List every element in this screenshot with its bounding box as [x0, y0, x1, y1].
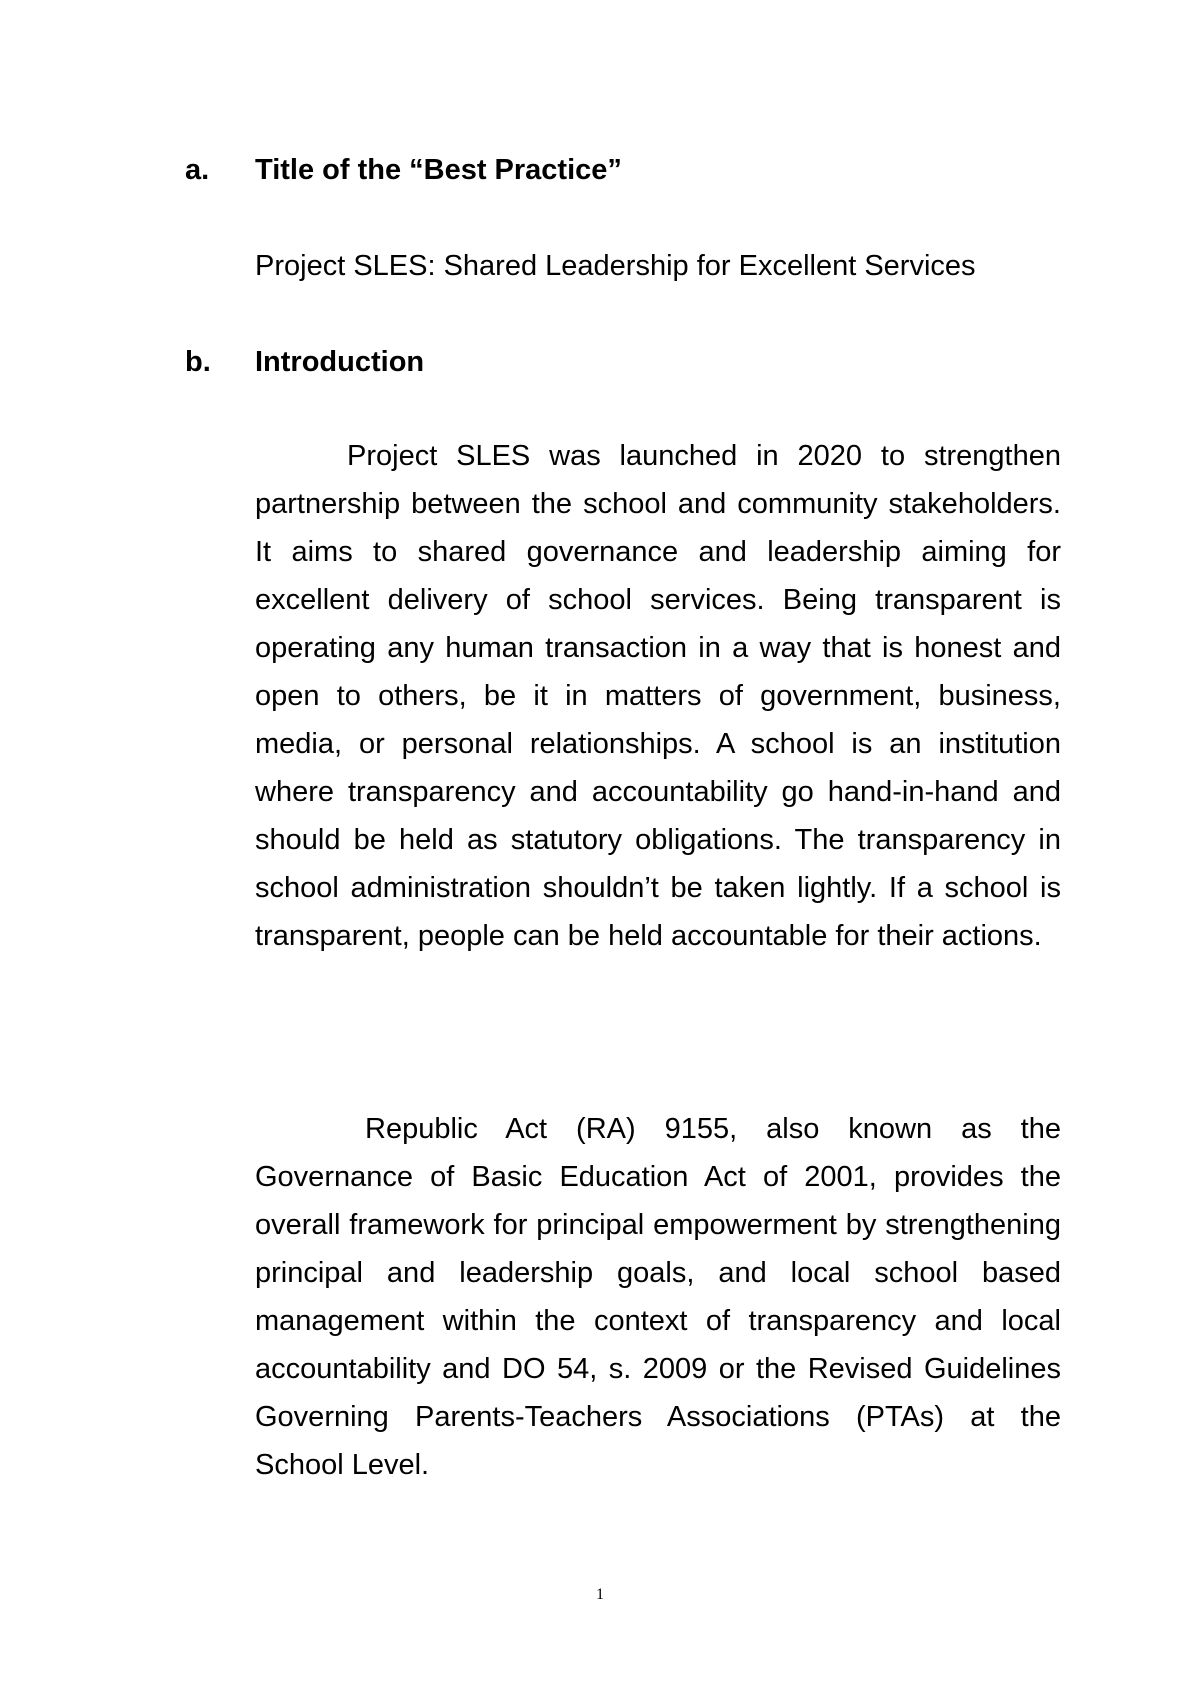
section-b-heading	[0, 340, 1200, 384]
introduction-paragraph-1: Project SLES was launched in 2020 to strengthen partnership between the school and community stakeholders. It aims to shared governance and leadership aiming for excellent delivery of school services. Being transparent is operating any human transaction in a way that is honest and open to others, be it in matters of government, business, media, or personal relationships. A school is an institution where transparency and accountability go hand-in-hand and should be held as statutory obligations. The transparency in school administration shouldn’t be taken lightly. If a school is transparent, people can be held accountable for their actions.	[255, 440, 1061, 952]
section-b-title: Introduction	[255, 346, 425, 378]
best-practice-title: Project SLES: Shared Leadership for Excellent Services	[255, 250, 976, 282]
page-number: 1	[596, 1586, 604, 1603]
section-b-marker: b.	[185, 346, 211, 378]
section-a-title: Title of the “Best Practice”	[255, 154, 622, 186]
introduction-paragraph-2: Republic Act (RA) 9155, also known as the Governance of Basic Education Act of 2001, provides the overall framework for principal empowerment by strengthening principal and leadership goals, and local school based management within the context of transparency and local accountability and DO 54, s. 2009 or the Revised Guidelines Governing Parents-Teachers Associations (PTAs) at the School Level.	[255, 1113, 1061, 1481]
section-a-marker: a.	[185, 154, 210, 186]
section-a-heading	[0, 148, 1200, 192]
